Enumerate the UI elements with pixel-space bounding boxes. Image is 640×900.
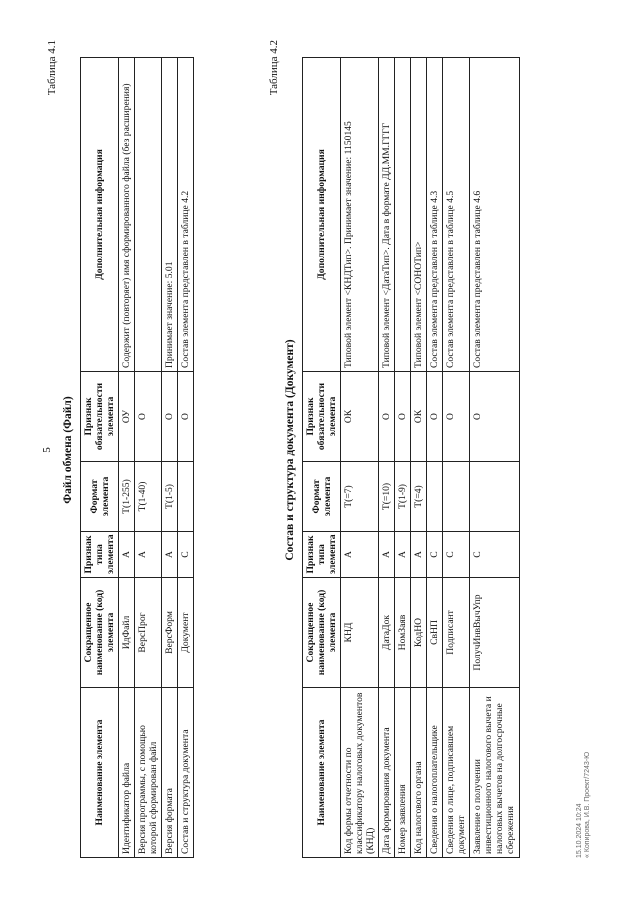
table-cell: Т(1-255) [119,462,135,532]
table-cell: Состав элемента представлен в таблице 4.5 [443,58,470,372]
table-cell [470,462,519,532]
table-cell: О [443,372,470,462]
table-row [178,58,194,858]
table-row [395,58,411,858]
table-cell: Заявление о получении инвестиционного налогового вычета и налоговых вычетов на долгосрочные сбережения [470,688,519,858]
table-cell: С [443,532,470,578]
table-cell [443,462,470,532]
table-cell: Типовой элемент <СОНОТип> [411,58,427,372]
table-cell: О [135,372,162,462]
table-cell: Состав элемента представлен в таблице 4.6 [470,58,519,372]
table-cell: КНД [341,578,379,688]
table-cell: Идентификатор файла [119,688,135,858]
table-row [162,58,178,858]
table2-label: Таблица 4.2 [268,40,280,96]
table-cell: Т(1-9) [395,462,411,532]
table-cell: А [162,532,178,578]
table-cell [427,462,443,532]
table2-header: Признак обязательности элемента [303,372,341,462]
table-row [135,58,162,858]
rotated-content [40,30,600,870]
table-cell: Состав элемента представлен в таблице 4.3 [427,58,443,372]
table-cell: Типовой элемент <ДатаТип>. Дата в формате ДД.ММ.ГГГГ [379,58,395,372]
table-cell: А [135,532,162,578]
table-cell: КодНО [411,578,427,688]
table-cell: Т(1-5) [162,462,178,532]
table-cell: Т(=10) [379,462,395,532]
table-cell: Номер заявления [395,688,411,858]
table-cell: С [427,532,443,578]
stamp-line: 15.10.2024 10:24 [576,803,583,858]
table-cell: О [395,372,411,462]
table-cell: Т(=7) [341,462,379,532]
table-cell: А [379,532,395,578]
table-cell: НомЗаяв [395,578,411,688]
table-cell: А [341,532,379,578]
table1-header: Наименование элемента [81,688,119,858]
table1-header: Признак типа элемента [81,532,119,578]
table-cell: ОУ [119,372,135,462]
table1-header: Дополнительная информация [81,58,119,372]
table2-header: Наименование элемента [303,688,341,858]
table-cell: Сведения о налогоплательщике [427,688,443,858]
table-cell: Версия программы, с помощью которой сформирован файл [135,688,162,858]
table-cell: Т(=4) [411,462,427,532]
table-cell: Сведения о лице, подписавшем документ [443,688,470,858]
table-row [341,58,379,858]
table-cell: Подписант [443,578,470,688]
table-cell: С [178,532,194,578]
table-row [443,58,470,858]
table-cell [178,462,194,532]
table-cell: ДатаДок [379,578,395,688]
table-cell: А [119,532,135,578]
table-cell: Типовой элемент <КНДТип>. Принимает значение: 1150145 [341,58,379,372]
table-cell: Документ [178,578,194,688]
table2-header: Дополнительная информация [303,58,341,372]
table1 [80,57,194,858]
table-cell: Принимает значение: 5.01 [162,58,178,372]
table-cell: ИдФайл [119,578,135,688]
table-cell: СвНП [427,578,443,688]
table2 [302,57,520,858]
table-cell: С [470,532,519,578]
table-cell: Код формы отчетности по классификатору налоговых документов (КНД) [341,688,379,858]
table-cell: Т(1-40) [135,462,162,532]
table1-header: Сокращенное наименование (код) элемента [81,578,119,688]
table-cell: Состав и структура документа [178,688,194,858]
table-row [379,58,395,858]
table2-header: Формат элемента [303,462,341,532]
table-cell: Код налогового органа [411,688,427,858]
table-cell [395,58,411,372]
table-cell: Содержит (повторяет) имя сформированного файла (без расширения) [119,58,135,372]
table2-title: Состав и структура документа (Документ) [284,339,296,561]
table1-header-row [81,58,119,858]
table-cell: О [379,372,395,462]
table-cell: ВерсПрог [135,578,162,688]
table-row [411,58,427,858]
table-row [470,58,519,858]
table1-header: Признак обязательности элемента [81,372,119,462]
page-number: 5 [40,447,53,453]
stamp-line: « Копирова, И.В. Проект/7243-Ю [584,751,592,858]
table-cell: Дата формирования документа [379,688,395,858]
table-cell: О [178,372,194,462]
table1-title: Файл обмена (Файл) [62,396,74,504]
table-cell: О [162,372,178,462]
table-cell: ОК [411,372,427,462]
approval-stamp [576,752,593,858]
table-cell: ПолучИнвВычУпр [470,578,519,688]
table-cell: Состав элемента представлен в таблице 4.2 [178,58,194,372]
table-row [427,58,443,858]
table-cell: А [411,532,427,578]
table-cell: О [470,372,519,462]
table-row [119,58,135,858]
table-cell: Версия формата [162,688,178,858]
table2-header: Сокращенное наименование (код) элемента [303,578,341,688]
table-cell [135,58,162,372]
table1-label: Таблица 4.1 [46,40,58,96]
table-cell: О [427,372,443,462]
table-cell: ОК [341,372,379,462]
table1-header: Формат элемента [81,462,119,532]
table-cell: ВерсФорм [162,578,178,688]
table2-header: Признак типа элемента [303,532,341,578]
table-cell: А [395,532,411,578]
table2-header-row [303,58,341,858]
